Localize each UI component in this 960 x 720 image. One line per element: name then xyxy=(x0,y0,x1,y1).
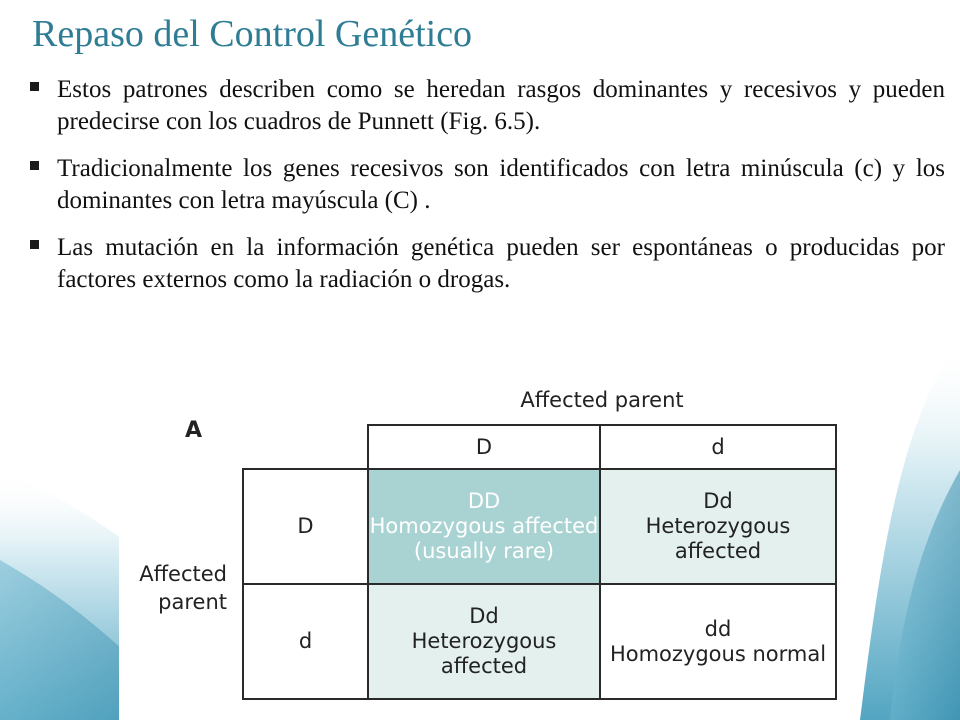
row-axis-label-line2: parent xyxy=(158,590,227,614)
square-bullet-icon xyxy=(30,82,39,91)
bullet-text: Las mutación en la información genética pueden ser espontáneas o producidas por factores externos como la radiación o drogas. xyxy=(57,234,945,293)
row-header-D: D xyxy=(242,468,369,585)
cell-Dd-bottom xyxy=(367,583,601,700)
cell-dd-phenotype: Homozygous normal xyxy=(609,641,827,666)
row-axis-label-line1: Affected xyxy=(139,562,227,586)
bullet-item xyxy=(30,232,945,296)
row-header-d: d xyxy=(242,583,369,700)
slide-title: Repaso del Control Genético xyxy=(32,13,473,55)
cell-DD-genotype: DD xyxy=(467,489,501,513)
bullet-item xyxy=(30,74,945,138)
cell-Dd-top xyxy=(599,468,837,585)
cell-DD-phenotype: Homozygous affected xyxy=(369,514,599,538)
cell-Dd-top-genotype: Dd xyxy=(703,489,733,513)
cell-Dd-bottom-phenotype: Heterozygous affected xyxy=(411,629,557,678)
cell-Dd-bottom-genotype: Dd xyxy=(469,604,499,628)
cell-DD-note: (usually rare) xyxy=(413,539,555,563)
column-header-D: D xyxy=(367,424,601,470)
bullet-list xyxy=(30,74,945,311)
punnett-square-figure xyxy=(119,346,849,720)
column-axis-label: Affected parent xyxy=(520,388,684,412)
bullet-text: Tradicionalmente los genes recesivos son identificados con letra minúscula (c) y los dominantes con letra mayúscula (C) . xyxy=(57,155,945,214)
bullet-text: Estos patrones describen como se heredan rasgos dominantes y recesivos y pueden predecirse con los cuadros de Punnett (Fig. 6.5). xyxy=(57,76,945,135)
cell-dd xyxy=(599,583,837,700)
bullet-item xyxy=(30,153,945,217)
square-bullet-icon xyxy=(30,240,39,249)
column-header-d: d xyxy=(599,424,837,470)
figure-panel-label: A xyxy=(185,418,203,443)
square-bullet-icon xyxy=(30,161,39,170)
row-axis-label xyxy=(119,560,227,616)
cell-Dd-top-phenotype: Heterozygous affected xyxy=(645,514,791,563)
cell-DD xyxy=(367,468,601,585)
cell-dd-genotype: dd xyxy=(704,616,732,641)
